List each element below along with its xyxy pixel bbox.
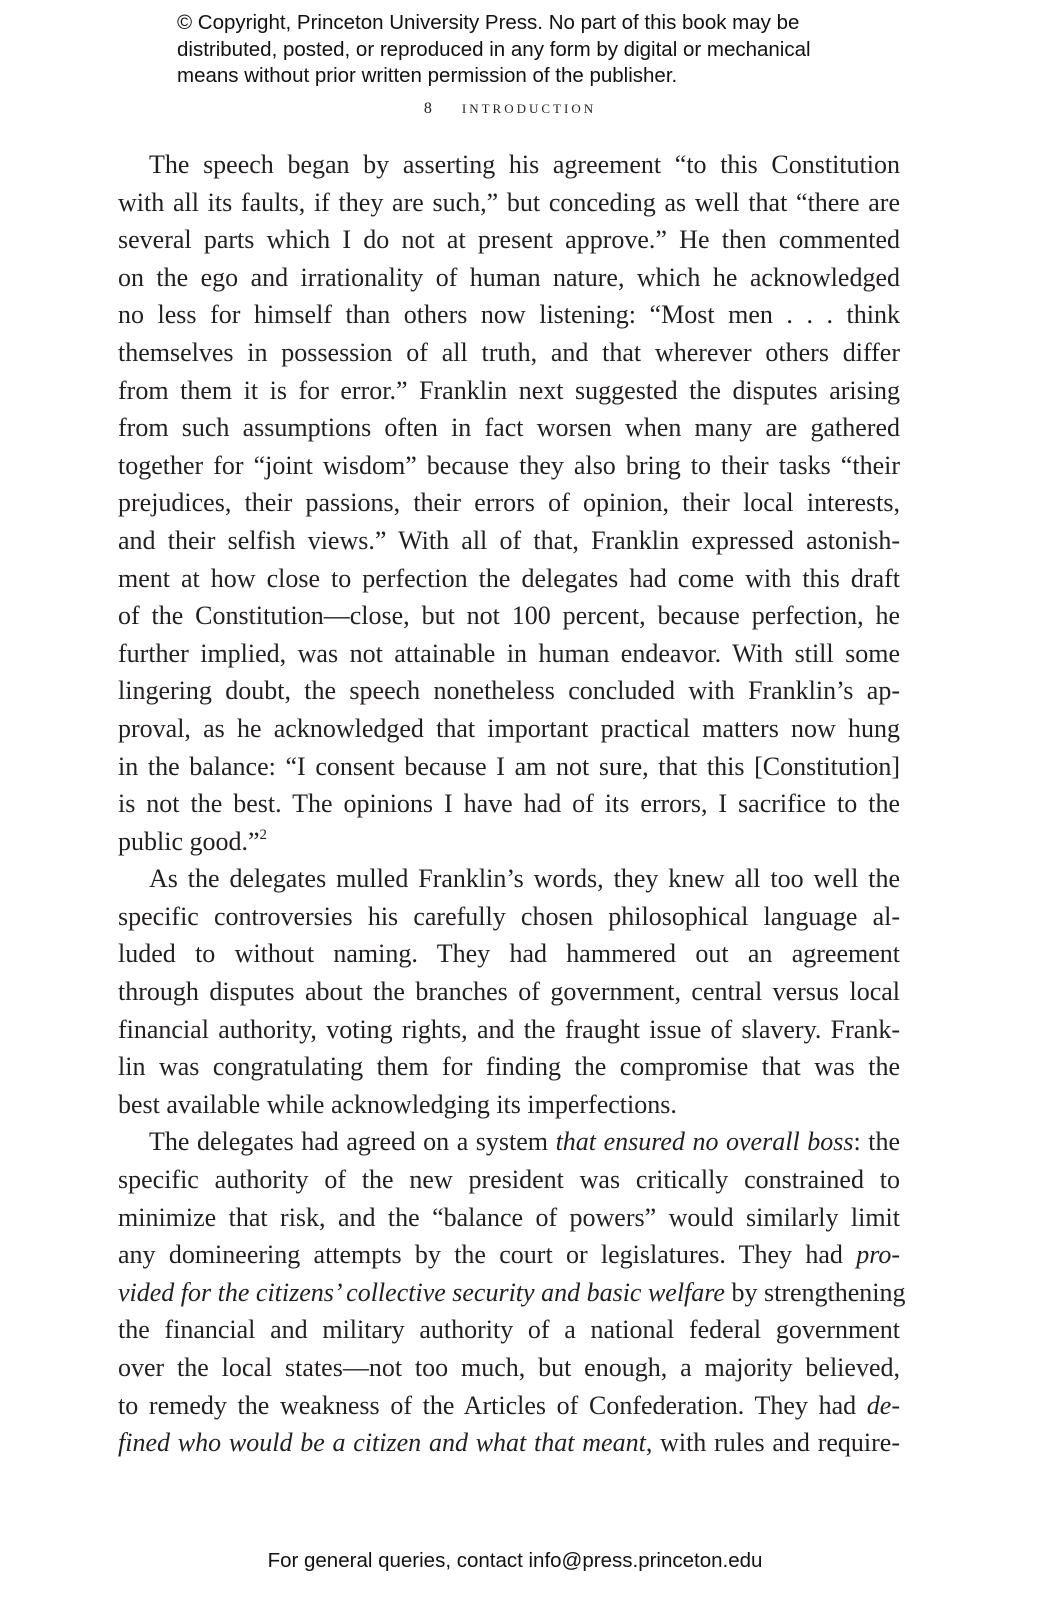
footer-contact: For general queries, contact info@press.princeton.edu [267,1549,763,1572]
text-line: together for “joint wisdom” because they also bring to their tasks “their [118,450,900,480]
text-line: proval, as he acknowledged that important practical matters now hung [118,713,900,743]
copyright-line: distributed, posted, or reproduced in any form by digital or mechanical [177,37,811,61]
text-line: is not the best. The opinions I have had of its errors, I sacrifice to the [118,789,900,819]
text-line: no less for himself than others now listening: “Most men . . . think [118,300,900,330]
text-line [118,823,900,861]
copyright-line: © Copyright, Princeton University Press. No part of this book may be [177,11,800,34]
text-run: : the [853,1127,900,1157]
text-line-content: public good.” [118,826,260,856]
text-line [118,1387,900,1425]
copyright-notice [177,10,897,90]
text-line: several parts which I do not at present approve.” He then commented [118,225,900,255]
text-line: in the balance: “I consent because I am not sure, that this [Constitution] [118,751,900,781]
text-run: The delegates had agreed on a system [149,1127,556,1157]
text-line: of the Constitution—close, but not 100 percent, because perfection, he [118,601,900,631]
emphasis-text: vided for the citizens’ collective security and basic welfare [118,1277,725,1307]
text-line: luded to without naming. They had hammered out an agreement [118,939,900,969]
text-line [118,1123,900,1161]
emphasis-text: fined who would be a citizen and what that meant [118,1428,646,1458]
text-line [118,1424,900,1462]
text-line: from them it is for error.” Franklin next suggested the disputes arising [118,375,900,405]
emphasis-text: de- [866,1390,900,1420]
emphasis-text: that ensured no overall boss [555,1127,854,1157]
text-line: specific controversies his carefully chosen philosophical language al- [118,901,900,931]
paragraph [118,146,900,860]
running-head [0,97,1020,119]
paragraph [118,860,900,1123]
text-line: the financial and military authority of a national federal government [118,1315,900,1345]
text-run: any domineering attempts by the court or legislatures. They had [118,1240,857,1270]
text-line: with all its faults, if they are such,” but conceding as well that “there are [118,187,900,217]
footnote-marker[interactable]: 2 [259,826,268,843]
text-line: best available while acknowledging its imperfections. [118,1089,677,1119]
text-line: The speech began by asserting his agreement “to this Constitution [149,150,900,179]
text-line [118,1236,900,1274]
text-line: financial authority, voting rights, and the fraught issue of slavery. Frank- [118,1014,900,1044]
text-line: over the local states—not too much, but enough, a majority believed, [118,1353,900,1382]
text-line: prejudices, their passions, their errors of opinion, their local interests, [118,488,900,518]
section-title: introduction [461,97,597,118]
text-line: on the ego and irrationality of human nature, which he acknowledged [118,262,900,292]
text-line [118,1274,906,1312]
text-line: themselves in possession of all truth, and that wherever others differ [118,337,900,367]
text-line: lin was congratulating them for finding the compromise that was the [118,1052,900,1082]
emphasis-text: pro- [856,1240,900,1270]
text-run: , with rules and require- [645,1428,900,1458]
text-line: lingering doubt, the speech nonetheless concluded with Franklin’s ap- [118,676,900,706]
copyright-line: means without prior written permission of the publisher. [177,64,678,87]
text-line: through disputes about the branches of government, central versus local [118,977,900,1007]
text-line: As the delegates mulled Franklin’s words, they knew all too well the [149,864,900,894]
text-run: to remedy the weakness of the Articles of Confederation. They had [118,1390,867,1420]
text-line: specific authority of the new president was critically constrained to [118,1165,900,1195]
text-line: minimize that risk, and the “balance of powers” would similarly limit [118,1202,900,1232]
body-text [118,146,906,1462]
text-line: ment at how close to perfection the delegates had come with this draft [118,563,900,593]
text-line: and their selfish views.” With all of that, Franklin expressed astonish- [118,525,900,555]
text-run: by strengthening [724,1277,906,1307]
text-line: further implied, was not attainable in human endeavor. With still some [118,638,900,668]
page-number: 8 [423,100,434,117]
text-line: from such assumptions often in fact worsen when many are gathered [118,413,900,443]
paragraph [118,1123,906,1461]
